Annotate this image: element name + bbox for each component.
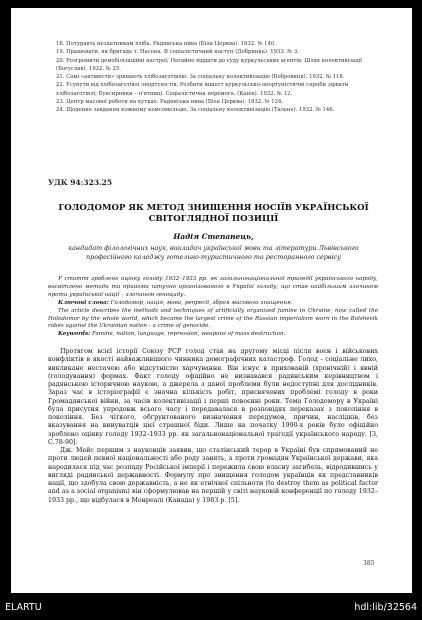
keywords-ua-label: Ключові слова:: [58, 299, 109, 306]
footer-repository: ELARTU: [5, 602, 42, 613]
udk-code: УДК 94:323.25: [48, 178, 113, 187]
footer-bar: [0, 598, 422, 620]
document-page: [11, 8, 412, 593]
abstract-en: The article describes the methods and techniques of artificially organized famine in Ukraine, now called the Holodomor by the whole world, which became the largest crime of the Russian imperialism worn in the Bolshevik robes against the Ukrainian nation - a crime of genocide.: [48, 307, 378, 330]
reference-item: 23. Центр масової роботи на кутках. Радянська нива (Біла Церква). 1932. № 124.: [56, 99, 284, 106]
body-paragraph: Протягом всієї історії Союзу РСР голод став на другому місці після воєн і військових конфліктів в якості найважливішого чинника демографічних катастроф. Голод - соціальне лихо, викликане нестачею або відсутністю харчування. Він існує в прихованій (хронічній) і явній (голодування) формах. Факт голоду офіційно не визнавався радянським керівництвом і радянською історичною наукою, а джерела з даної проблеми були недоступні для дослідників. Зараз час в історіографії є значна кількість робіт, присвячених проблемі голоду в роки Громадянської війни, за часів колективізації і перші повоєнні роки. Тема Голодомору в Україні була присутня упродовж всього часу і передавалася в розповідях переказах з покоління в покоління. Без чіткого, обґрунтованого визначення передумов, причин, наслідків, без вказування на винуватців цієї страшної біди. Лише на початку 1990-х років було офіційно зроблено оцінку голоду 1932–1933 рр. як загальнонаціональної трагедії українського народу. [3, С.78-90].: [48, 348, 378, 446]
keywords-en-label: Keywords:: [58, 331, 91, 338]
abstract-block: [48, 276, 378, 339]
keywords-ua-text: Голодомор, нація, мова, репресії, зброя масового знищення.: [108, 299, 293, 306]
reference-item: 20. Розгромити демобілізаційні настрої; Негайно віддати до суду куркульських агентів. Шлях колективізації (Богуслав). 1932. № 25.: [56, 57, 362, 72]
reference-item: 21. Самі «активісти» зривають хлібозаготівлю. За соціальну колективізацію (Бобровиця). 1932. № 118.: [56, 74, 345, 81]
reference-item: 19. Працювати, як бригада т. Насона. В соціалістичний наступ (Добринка). 1933. № 3.: [56, 49, 299, 56]
body-paragraph: Дж. Мейс першим з науковців заявив, що сталінський терор в Україні був спрямований не проти людей певної національності або роду занять, а проти громадян Української держави, яка народилася під час розпаду Російської імперії і пережила свою власну загибель, відродившись у вигляді радянської державності. Формулу про знищення голодом українців як представників нації, що здобула свою державність, а не як етнічної спільноти (to destroy them as political factor and as a social organism) він сформулював на першій у світі науковій конференції по голоду 1932–1933 рр., що відбулася в Монреалі (Канада) у 1983 р. [5].: [48, 447, 378, 504]
abstract-ua: У статті зроблено оцінку голоду 1932–1933 рр. як загальнонаціональної трагедії українського народу, висвітлено методи та прийоми штучно організованого в Україні голоду, що став найбільшим злочином проти української нації – злочином геноциду.: [48, 276, 378, 298]
author-affiliation: кандидат філологічних наук, викладач української мови та літератури Львівського професійного коледжу готельно-туристичного та ресторанного сервісу: [68, 244, 359, 261]
reference-item: 24. Щоденне завдання кожному комсомольцю. За соціальну колективізацію (Тальне). 1932. № 146.: [56, 107, 335, 114]
reference-item: 22. Усунути від хлібозаготівлі опортуністів; Розбити іншест куркульсько-опортуністичні спроби зірвати хлібозаготівлі; Буксирники – п'ятниці. Соціалістична перемога. (Канів). 1932. № 12.: [56, 82, 349, 97]
article-body: [48, 348, 378, 505]
article-title: ГОЛОДОМОР ЯК МЕТОД ЗНИЩЕННЯ НОСІЇВ УКРАЇНСЬКОЇ СВІТОГЛЯДНОЇ ПОЗИЦІЇ: [58, 203, 369, 224]
footer-handle: hdl:lib/32564: [354, 602, 417, 613]
page-number: 385: [363, 560, 375, 567]
author-name: Надія Степанець,: [173, 232, 254, 241]
keywords-en-text: Famine, nation, language, repression, weapons of mass destruction.: [90, 331, 286, 338]
reference-item: 18. Потуравть нездатникам хліба. Радянська нива (Біла Церква). 1932. № 140.: [56, 41, 276, 47]
keywords-ua: [48, 300, 378, 308]
keywords-en: [48, 331, 378, 339]
reference-list: [56, 40, 386, 115]
